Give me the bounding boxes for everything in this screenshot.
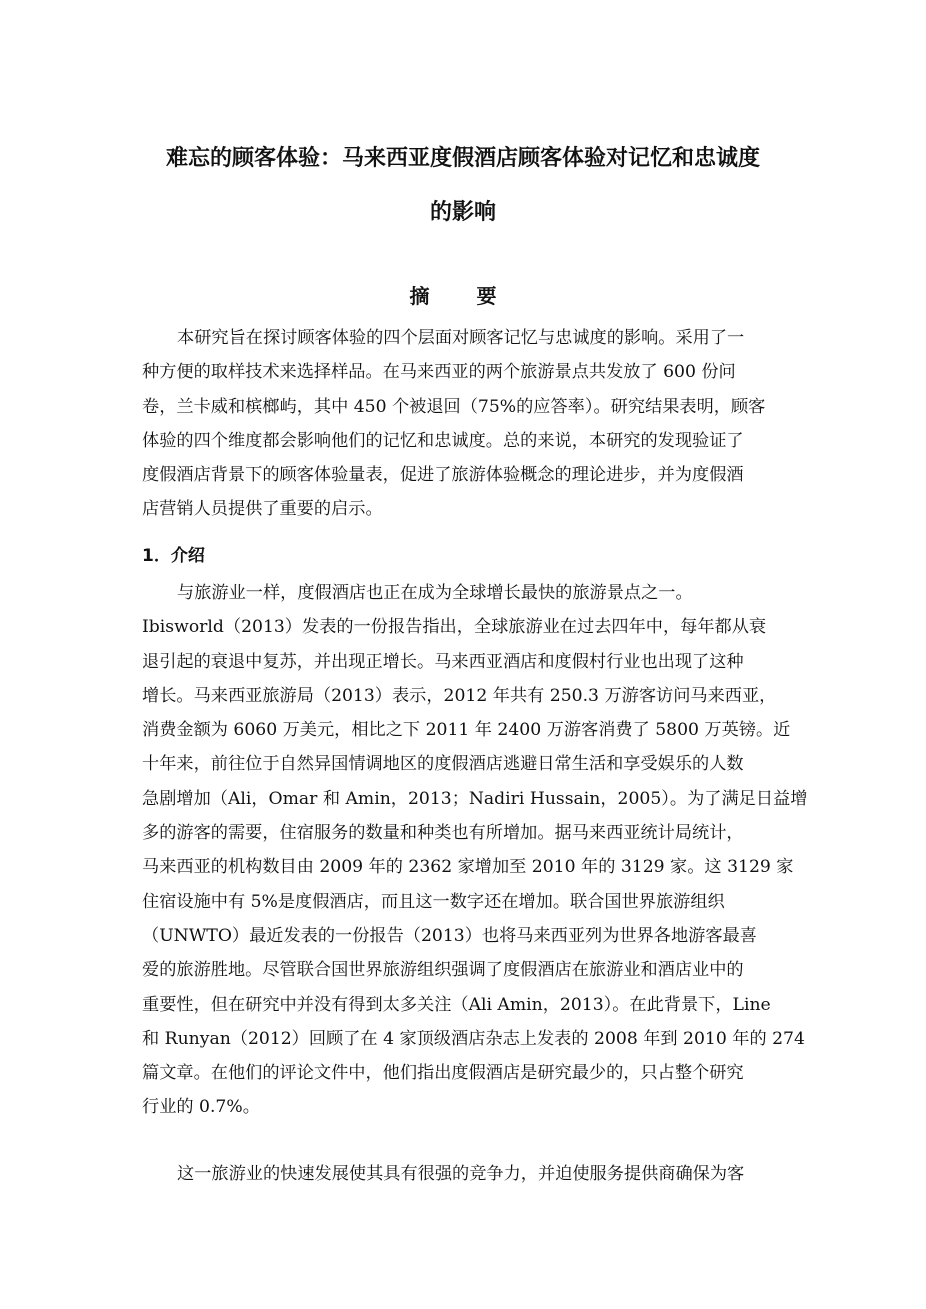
text-line: 重要性，但在研究中并没有得到太多关注（Ali Amin，2013）。在此背景下，Line (142, 994, 771, 1015)
text-line: 退引起的衰退中复苏，并出现正增长。马来西亚酒店和度假村行业也出现了这种 (142, 651, 744, 672)
text-line: （UNWTO）最近发表的一份报告（2013）也将马来西亚列为世界各地游客最喜 (142, 925, 757, 946)
paper-title (120, 132, 806, 240)
abstract-paragraph (142, 321, 787, 527)
text-line: 这一旅游业的快速发展使其具有很强的竞争力，并迫使服务提供商确保为客 (177, 1164, 745, 1184)
text-line: 和 Runyan（2012）回顾了在 4 家顶级酒店杂志上发表的 2008 年到 2010 年的 274 (142, 1028, 805, 1049)
title-line: 难忘的顾客体验：马来西亚度假酒店顾客体验对记忆和忠诚度 (165, 146, 760, 171)
text-line: Ibisworld（2013）发表的一份报告指出，全球旅游业在过去四年中，每年都从衰 (142, 617, 767, 638)
abstract-heading: 摘 要 (409, 284, 517, 308)
text-line: 卷，兰卡威和槟榔屿，其中 450 个被退回（75%的应答率）。研究结果表明，顾客 (142, 396, 766, 417)
text-line: 急剧增加（Ali，Omar 和 Amin，2013；Nadiri Hussain，2005）。为了满足日益增 (142, 788, 808, 809)
text-line: 店营销人员提供了重要的启示。 (142, 499, 383, 520)
text-line: 行业的 0.7%。 (142, 1097, 260, 1118)
section-heading-introduction: 1．介绍 (142, 546, 205, 566)
text-line: 多的游客的需要，住宿服务的数量和种类也有所增加。据马来西亚统计局统计， (142, 823, 744, 844)
text-line: 爱的旅游胜地。尽管联合国世界旅游组织强调了度假酒店在旅游业和酒店业中的 (142, 960, 744, 981)
text-line: 与旅游业一样，度假酒店也正在成为全球增长最快的旅游景点之一。 (177, 583, 693, 603)
text-line: 度假酒店背景下的顾客体验量表，促进了旅游体验概念的理论进步，并为度假酒 (142, 465, 744, 486)
text-line: 马来西亚的机构数目由 2009 年的 2362 家增加至 2010 年的 3129 家。这 3129 家 (142, 857, 794, 878)
text-line: 住宿设施中有 5%是度假酒店，而且这一数字还在增加。联合国世界旅游组织 (142, 891, 725, 912)
text-line: 增长。马来西亚旅游局（2013）表示，2012 年共有 250.3 万游客访问马来西亚， (142, 685, 777, 706)
text-line: 体验的四个维度都会影响他们的记忆和忠诚度。总的来说，本研究的发现验证了 (142, 430, 744, 451)
text-line: 篇文章。在他们的评论文件中，他们指出度假酒店是研究最少的，只占整个研究 (142, 1063, 744, 1084)
introduction-paragraph-2 (142, 1157, 787, 1191)
text-line: 本研究旨在探讨顾客体验的四个层面对顾客记忆与忠诚度的影响。采用了一 (177, 328, 745, 348)
text-line: 种方便的取样技术来选择样品。在马来西亚的两个旅游景点共发放了 600 份问 (142, 362, 736, 383)
title-line: 的影响 (429, 200, 496, 225)
text-line: 十年来，前往位于自然异国情调地区的度假酒店逃避日常生活和享受娱乐的人数 (142, 754, 744, 775)
introduction-paragraph-1 (142, 576, 808, 1125)
text-line: 消费金额为 6060 万美元，相比之下 2011 年 2400 万游客消费了 5800 万英镑。近 (142, 720, 791, 741)
